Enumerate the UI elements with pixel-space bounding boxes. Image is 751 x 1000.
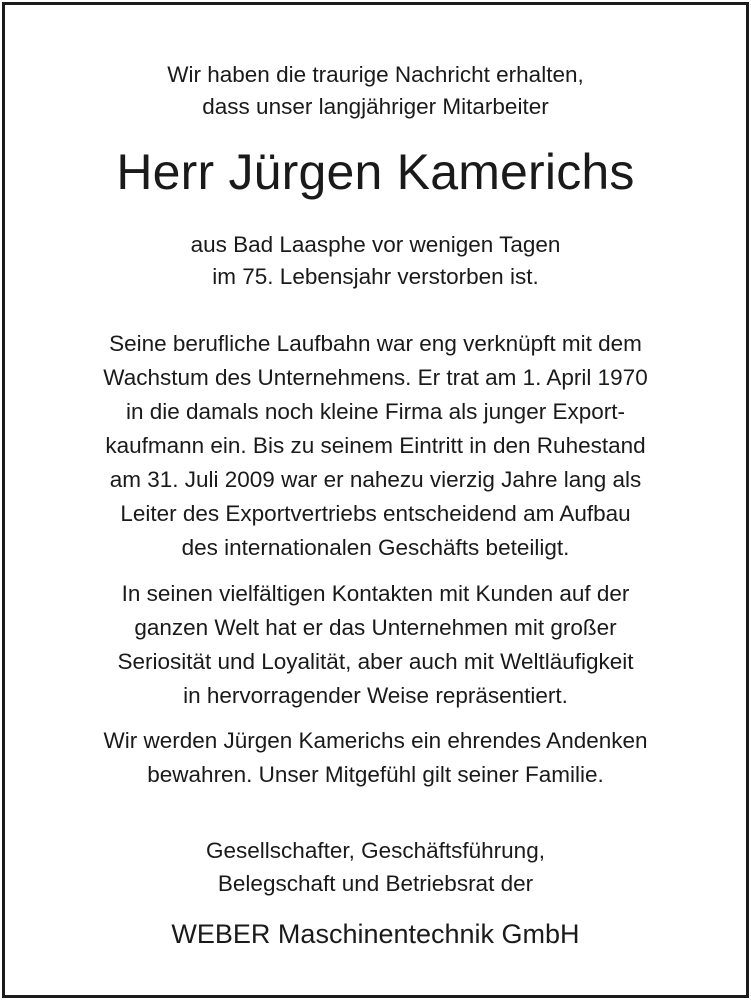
contacts-line: In seinen vielfältigen Kontakten mit Kunden auf der (121, 581, 630, 606)
signatories-line: Gesellschafter, Geschäftsführung, (206, 838, 545, 863)
death-notice-line: im 75. Lebensjahr verstorben ist. (212, 264, 539, 289)
obituary-notice (2, 2, 749, 998)
career-line: am 31. Juli 2009 war er nahezu vierzig Jahre lang als (109, 467, 642, 492)
intro-line: Wir haben die traurige Nachricht erhalten, (167, 62, 584, 87)
contacts-line: in hervorragender Weise repräsentiert. (183, 683, 568, 708)
signatories-line: Belegschaft und Betriebsrat der (217, 871, 534, 896)
contacts-line: ganzen Welt hat er das Unternehmen mit großer (134, 615, 617, 640)
remembrance-line: bewahren. Unser Mitgefühl gilt seiner Familie. (147, 762, 604, 787)
deceased-name: Herr Jürgen Kamerichs (116, 144, 635, 200)
career-line: kaufmann ein. Bis zu seinem Eintritt in den Ruhestand (105, 433, 646, 458)
career-line: Wachstum des Unternehmens. Er trat am 1. April 1970 (103, 365, 648, 390)
contacts-line: Seriosität und Loyalität, aber auch mit Weltläufigkeit (117, 649, 634, 674)
career-line: des internationalen Geschäfts beteiligt. (181, 535, 570, 560)
intro-line: dass unser langjähriger Mitarbeiter (202, 94, 549, 119)
death-notice-line: aus Bad Laasphe vor wenigen Tagen (190, 232, 561, 257)
company-name: WEBER Maschinentechnik GmbH (171, 919, 580, 949)
remembrance-line: Wir werden Jürgen Kamerichs ein ehrendes Andenken (103, 728, 648, 753)
career-line: Leiter des Exportvertriebs entscheidend am Aufbau (120, 501, 631, 526)
career-line: Seine berufliche Laufbahn war eng verknüpft mit dem (109, 331, 642, 356)
career-line: in die damals noch kleine Firma als junger Export- (126, 399, 625, 424)
